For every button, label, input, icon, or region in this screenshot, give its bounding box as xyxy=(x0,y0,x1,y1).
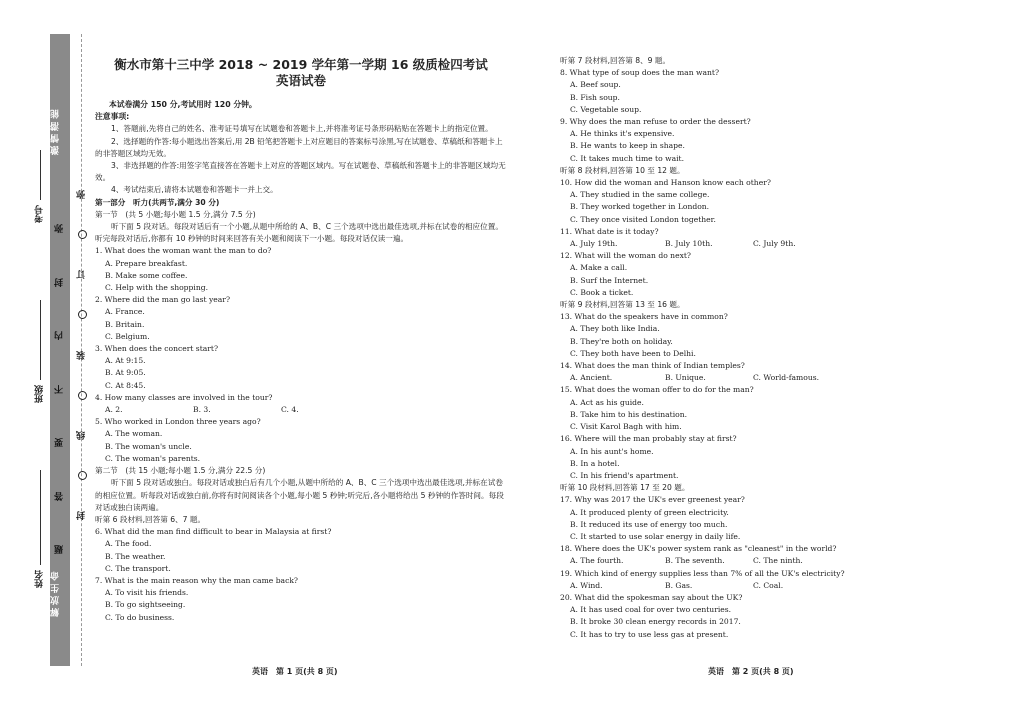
question-item xyxy=(560,226,860,250)
option[interactable]: C. To do business. xyxy=(105,612,175,622)
option-row xyxy=(560,580,860,592)
note-item: 1、答题前,先将自己的姓名、准考证号填写在试题卷和答题卡上,并将准考证号条形码粘贴在答题卡上的指定位置。 xyxy=(111,124,493,134)
option-row xyxy=(560,372,860,384)
question-stem: 17. Why was 2017 the UK's ever greenest year? xyxy=(560,495,745,505)
option[interactable]: A. Prepare breakfast. xyxy=(105,258,188,268)
question-item xyxy=(560,177,860,226)
seal-char: 封 xyxy=(54,277,65,287)
option[interactable]: A. The food. xyxy=(105,539,152,549)
question-7: 7. What is the main reason why the man came back? A. To visit his friends. B. To go sightseeing. C. To do business. xyxy=(95,575,507,624)
option[interactable]: C. Book a ticket. xyxy=(570,287,634,297)
seal-char: 要 xyxy=(54,438,65,447)
exam-subtitle: 英语试卷 xyxy=(275,73,326,88)
note-item: 3、非选择题的作答:用签字笔直接答在答题卡上对应的答题区域内。写在试题卷、草稿纸和答题卡上的非答题区域均无效。 xyxy=(95,161,506,183)
cut-line xyxy=(76,190,88,520)
notes-heading: 注意事项: xyxy=(95,112,130,122)
question-1: 1. What does the woman want the man to do? A. Prepare breakfast. B. Make some coffee. C. Help with the shopping. xyxy=(95,245,507,294)
option[interactable]: A. Act as his guide. xyxy=(570,397,644,407)
option[interactable]: B. Take him to his destination. xyxy=(570,409,688,419)
circle-icon xyxy=(78,471,87,480)
question-item xyxy=(560,433,860,482)
option[interactable]: B. Surf the Internet. xyxy=(570,275,649,285)
option-row xyxy=(560,555,860,567)
option[interactable]: A. It produced plenty of green electricity. xyxy=(570,507,729,517)
seal-char: 内 xyxy=(54,331,65,340)
material-hint: 听第 6 段材料,回答第 6、7 题。 xyxy=(95,514,206,524)
circle-icon xyxy=(78,230,87,239)
question-4: 4. How many classes are involved in the tour? A. 2. B. 3. C. 4. xyxy=(95,392,507,416)
question-item xyxy=(560,360,860,384)
option[interactable]: C. The ninth. xyxy=(753,556,803,566)
page-2-column xyxy=(560,55,860,641)
option[interactable]: C. They both have been to Delhi. xyxy=(570,348,696,358)
option[interactable]: B. In a hotel. xyxy=(570,458,620,468)
option[interactable]: A. In his aunt's home. xyxy=(570,446,654,456)
option[interactable]: B. Make some coffee. xyxy=(105,270,188,280)
name-label: 姓名 xyxy=(35,570,45,588)
question-stem: 12. What will the woman do next? xyxy=(560,251,691,261)
question-stem: 13. What do the speakers have in common? xyxy=(560,312,728,322)
option[interactable]: B. 3. xyxy=(193,405,211,415)
option[interactable]: B. July 10th. xyxy=(665,239,713,249)
section1-intro: 听下面 5 段对话。每段对话后有一个小题,从题中所给的 A、B、C 三个选项中选出最佳选项,并标在试卷的相应位置。听完每段对话后,你都有 10 秒钟的时间来回答有关小题和阅读下一小题。每段对话仅读一遍。 xyxy=(95,222,503,244)
binding-strip xyxy=(50,34,70,666)
option[interactable]: A. At 9:15. xyxy=(105,356,146,366)
option[interactable]: A. July 19th. xyxy=(570,239,618,249)
option[interactable]: B. Britain. xyxy=(105,319,145,329)
option[interactable]: A. He thinks it's expensive. xyxy=(570,129,675,139)
option-row xyxy=(560,238,860,250)
option[interactable]: B. To go sightseeing. xyxy=(105,600,186,610)
question-item xyxy=(560,311,860,360)
option[interactable]: B. They worked together in London. xyxy=(570,202,710,212)
question-5: 5. Who worked in London three years ago? A. The woman. B. The woman's uncle. C. The woman's parents. xyxy=(95,416,507,465)
option[interactable]: C. It has to try to use less gas at present. xyxy=(570,629,729,639)
material-hint: 听第 9 段材料,回答第 13 至 16 题。 xyxy=(560,300,685,310)
material-hint: 听第 10 段材料,回答第 17 至 20 题。 xyxy=(560,483,690,493)
option[interactable]: A. Ancient. xyxy=(570,373,613,383)
option[interactable]: B. The seventh. xyxy=(665,556,725,566)
option[interactable]: C. Belgium. xyxy=(105,331,150,341)
cut-char: 弥 xyxy=(76,190,87,199)
option[interactable]: B. They're both on holiday. xyxy=(570,336,673,346)
question-stem: 11. What date is it today? xyxy=(560,226,659,236)
option[interactable]: A. They both like India. xyxy=(570,324,660,334)
exam-no-label: 考号 xyxy=(35,205,45,223)
material-hint: 听第 7 段材料,回答第 8、9 题。 xyxy=(560,56,671,65)
seal-char: 答 xyxy=(54,491,65,501)
page-1-column xyxy=(95,0,507,624)
option[interactable]: A. 2. xyxy=(105,405,123,415)
option[interactable]: C. The transport. xyxy=(105,563,171,573)
option[interactable]: C. It takes much time to wait. xyxy=(570,153,685,163)
note-item: 4、考试结束后,请将本试题卷和答题卡一并上交。 xyxy=(111,185,278,195)
question-stem: 10. How did the woman and Hanson know each other? xyxy=(560,178,771,188)
question-item xyxy=(560,494,860,543)
cut-char: 封 xyxy=(76,511,87,520)
seal-char: 不 xyxy=(54,384,65,394)
option[interactable]: C. The woman's parents. xyxy=(105,453,201,463)
option[interactable]: A. To visit his friends. xyxy=(105,588,189,598)
question-item xyxy=(560,116,860,165)
option[interactable]: C. It started to use solar energy in daily life. xyxy=(570,531,741,541)
option[interactable]: A. Beef soup. xyxy=(570,80,621,90)
question-6: 6. What did the man find difficult to bear in Malaysia at first? A. The food. B. The weather. C. The transport. xyxy=(95,526,507,575)
question-stem: 18. Where does the UK's power system rank as "cleanest" in the world? xyxy=(560,544,837,554)
option[interactable]: C. July 9th. xyxy=(753,239,796,249)
cut-char: 订 xyxy=(76,270,87,280)
question-stem: 9. Why does the man refuse to order the dessert? xyxy=(560,117,751,127)
option[interactable]: C. Help with the shopping. xyxy=(105,283,208,293)
option[interactable]: A. They studied in the same college. xyxy=(570,190,710,200)
part1-heading: 第一部分 听力(共两节,满分 30 分) xyxy=(95,197,220,207)
option[interactable]: A. Make a call. xyxy=(570,263,628,273)
option[interactable]: B. Gas. xyxy=(665,580,693,590)
banner-top: 激 情 潜 能 xyxy=(51,109,61,155)
option[interactable]: B. At 9:05. xyxy=(105,368,146,378)
section2-heading: 第二节 (共 15 小题;每小题 1.5 分,满分 22.5 分) xyxy=(95,466,266,476)
option[interactable]: A. The fourth. xyxy=(570,556,624,566)
exam-title: 衡水市第十三中学 2018 ~ 2019 学年第一学期 16 级质检四考试 xyxy=(114,57,488,72)
page-footer-1: 英语 第 1 页(共 8 页) xyxy=(252,667,338,676)
circle-icon xyxy=(78,310,87,319)
option[interactable]: C. They once visited London together. xyxy=(570,214,716,224)
question-stem: 15. What does the woman offer to do for the man? xyxy=(560,385,754,395)
question-stem: 8. What type of soup does the man want? xyxy=(560,68,720,78)
note-item: 2、选择题的作答:每小题选出答案后,用 2B 铅笔把答题卡上对应题目的答案标号涂黑,写在试题卷、草稿纸和答题卡上的非答题区域均无效。 xyxy=(95,136,503,158)
section2-intro: 听下面 5 段对话或独白。每段对话或独白后有几个小题,从题中所给的 A、B、C 三个选项中选出最佳选项,并标在试卷的相应位置。听每段对话或独白前,你将有时间阅读各个小题,每小题 5 秒钟;听完后,各小题将给出 5 秒钟的作答时间。每段对话或独白读两遍。 xyxy=(95,478,504,512)
section1-heading: 第一节 (共 5 小题;每小题 1.5 分,满分 7.5 分) xyxy=(95,209,256,219)
option[interactable]: C. Coal. xyxy=(753,580,784,590)
cut-char: 装 xyxy=(76,350,87,360)
question-item xyxy=(560,384,860,433)
question-item xyxy=(560,250,860,299)
option[interactable]: C. World-famous. xyxy=(753,373,820,383)
question-2: 2. Where did the man go last year? A. France. B. Britain. C. Belgium. xyxy=(95,294,507,343)
question-item xyxy=(560,568,860,592)
question-3: 3. When does the concert start? A. At 9:15. B. At 9:05. C. At 8:45. xyxy=(95,343,507,392)
seal-text xyxy=(50,224,70,554)
option[interactable]: B. It broke 30 clean energy records in 2017. xyxy=(570,617,741,627)
class-label: 班级 xyxy=(35,385,45,403)
option[interactable]: C. In his friend's apartment. xyxy=(570,470,679,480)
option[interactable]: C. Visit Karol Bagh with him. xyxy=(570,422,682,432)
question-item xyxy=(560,543,860,567)
option[interactable]: B. The weather. xyxy=(105,551,166,561)
option[interactable]: C. At 8:45. xyxy=(105,380,146,390)
question-stem: 20. What did the spokesman say about the UK? xyxy=(560,592,743,602)
question-item xyxy=(560,67,860,116)
question-stem: 14. What does the man think of Indian temples? xyxy=(560,361,745,371)
seal-char: 弥 xyxy=(54,224,65,233)
name-blank[interactable] xyxy=(40,470,41,565)
banner-bottom: 解 放 生 命 xyxy=(51,571,61,617)
material-hint: 听第 8 段材料,回答第 10 至 12 题。 xyxy=(560,165,685,175)
option[interactable]: C. Vegetable soup. xyxy=(570,104,642,114)
exam-no-blank[interactable] xyxy=(40,150,41,200)
option[interactable]: A. It has used coal for over two centuries. xyxy=(570,605,732,615)
option[interactable]: B. Fish soup. xyxy=(570,92,620,102)
option[interactable]: A. Wind. xyxy=(570,580,603,590)
question-stem: 19. Which kind of energy supplies less than 7% of all the UK's electricity? xyxy=(560,568,845,578)
option[interactable]: A. France. xyxy=(105,307,145,317)
option[interactable]: A. The woman. xyxy=(105,429,163,439)
seal-char: 题 xyxy=(54,545,65,554)
option[interactable]: C. 4. xyxy=(281,405,299,415)
circle-icon xyxy=(78,391,87,400)
question-item xyxy=(560,592,860,641)
option[interactable]: B. The woman's uncle. xyxy=(105,441,192,451)
cut-char: 线 xyxy=(76,430,87,440)
option[interactable]: B. He wants to keep in shape. xyxy=(570,141,685,151)
class-blank[interactable] xyxy=(40,300,41,380)
option[interactable]: B. It reduced its use of energy too much. xyxy=(570,519,728,529)
option[interactable]: B. Unique. xyxy=(665,373,706,383)
score-info: 本试卷满分 150 分,考试用时 120 分钟。 xyxy=(109,100,257,109)
question-stem: 16. Where will the man probably stay at first? xyxy=(560,434,737,444)
page-footer-2: 英语 第 2 页(共 8 页) xyxy=(708,667,794,676)
